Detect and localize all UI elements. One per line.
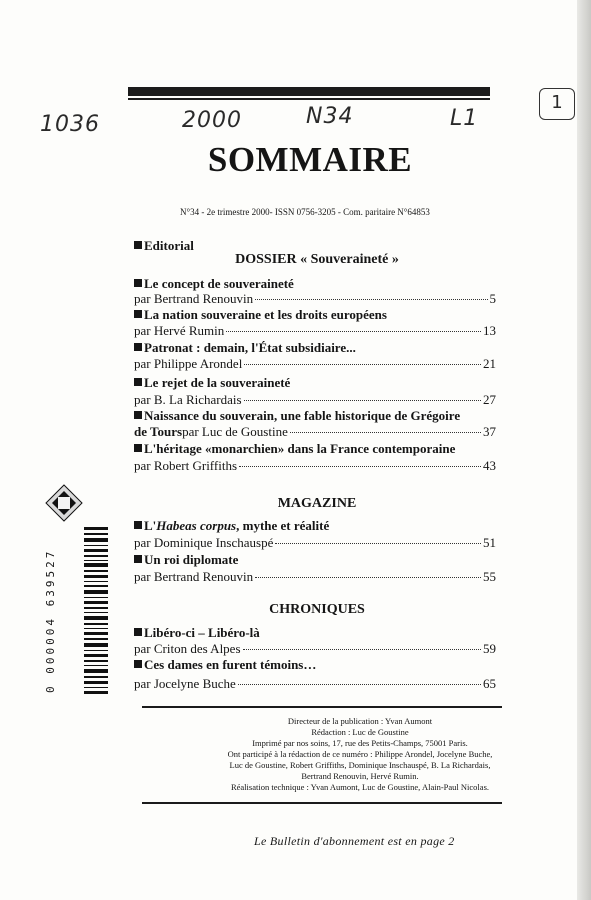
toc-title[interactable]: L'héritage «monarchien» dans la France contemporaine (134, 441, 455, 457)
barcode-digits: 0 000004 639527 (44, 548, 57, 693)
credit-line: Ont participé à la rédaction de ce numéro : Philippe Arondel, Jocelyne Buche, (227, 749, 493, 759)
dot-leader (275, 543, 481, 544)
page-title: SOMMAIRE (207, 140, 413, 179)
bullet-square-icon (134, 444, 142, 452)
page-number: 43 (483, 458, 496, 473)
toc-line[interactable]: par Hervé Rumin 13 (134, 323, 496, 338)
dot-leader (255, 299, 487, 300)
toc-line[interactable]: par Criton des Alpes 59 (134, 641, 496, 656)
toc-title[interactable]: Libéro-ci – Libéro-là (134, 625, 260, 641)
page-number: 65 (483, 676, 496, 691)
credit-line: Luc de Goustine, Robert Griffiths, Dominique Inschauspé, B. La Richardais, (229, 760, 491, 770)
bullet-square-icon (134, 555, 142, 563)
dot-leader (255, 577, 481, 578)
toc-title[interactable]: La nation souveraine et les droits européens (134, 307, 387, 323)
toc-title[interactable]: Un roi diplomate (134, 552, 238, 568)
toc-line[interactable]: par Robert Griffiths 43 (134, 458, 496, 473)
toc-line[interactable]: de Tours par Luc de Goustine 37 (134, 424, 496, 439)
credit-line: Réalisation technique : Yvan Aumont, Luc de Goustine, Alain-Paul Nicolas. (230, 782, 490, 792)
publisher-logo-icon (44, 483, 84, 523)
header-rule-thick (128, 87, 490, 96)
credit-line: Bertrand Renouvin, Hervé Rumin. (301, 771, 419, 781)
toc-line[interactable]: par Jocelyne Buche 65 (134, 676, 496, 691)
section-heading-dossier: DOSSIER « Souveraineté » (235, 252, 399, 267)
toc-title[interactable]: Le rejet de la souveraineté (134, 375, 290, 391)
editorial-label: Editorial (144, 238, 194, 253)
dot-leader (290, 432, 481, 433)
dot-leader (238, 684, 481, 685)
toc-line[interactable]: par Philippe Arondel 21 (134, 356, 496, 371)
bullet-square-icon (134, 279, 142, 287)
page-number: 21 (483, 356, 496, 371)
toc-line[interactable]: par Dominique Inschauspé 51 (134, 535, 496, 550)
section-heading-magazine: MAGAZINE (277, 496, 357, 511)
toc-title[interactable]: L'Habeas corpus, mythe et réalité (134, 518, 329, 534)
page-number: 55 (483, 569, 496, 584)
header-rule-thin (128, 98, 490, 100)
bullet-square-icon (134, 310, 142, 318)
dot-leader (244, 364, 481, 365)
barcode-block (44, 483, 94, 713)
bullet-square-icon (134, 660, 142, 668)
page-number: 59 (483, 641, 496, 656)
subscription-note: Le Bulletin d'abonnement est en page 2 (254, 834, 455, 848)
bullet-square-icon (134, 343, 142, 351)
page-number: 5 (489, 291, 496, 306)
dot-leader (226, 331, 481, 332)
page-number: 27 (483, 392, 496, 407)
credit-line: Imprimé par nos soins, 17, rue des Petits-Champs, 75001 Paris. (252, 738, 468, 748)
toc-line[interactable]: par Bertrand Renouvin 55 (134, 569, 496, 584)
toc-line[interactable]: par B. La Richardais 27 (134, 392, 496, 407)
page-edge-shadow (577, 0, 591, 900)
page-number: 51 (483, 535, 496, 550)
toc-title[interactable]: Le concept de souveraineté (134, 276, 294, 292)
credits-rule-top (142, 706, 502, 708)
bullet-square-icon (134, 378, 142, 386)
toc-title[interactable]: Patronat : demain, l'État subsidiaire... (134, 340, 356, 356)
credits-rule-bottom (142, 802, 502, 804)
handwritten-code: 1036 (40, 112, 100, 137)
toc-title[interactable]: Naissance du souverain, une fable historique de Grégoire (134, 408, 460, 424)
handwritten-year: 2000 (182, 108, 242, 133)
dot-leader (243, 649, 481, 650)
dot-leader (244, 400, 481, 401)
credits-block (200, 716, 520, 793)
barcode-icon (84, 527, 108, 697)
bullet-square-icon (134, 521, 142, 529)
toc-line[interactable]: par Bertrand Renouvin 5 (134, 291, 496, 306)
toc-title[interactable]: Ces dames en furent témoins… (134, 657, 316, 673)
issue-line: N°34 - 2e trimestre 2000- ISSN 0756-3205 - Com. paritaire N°64853 (180, 207, 430, 217)
credit-line: Directeur de la publication : Yvan Aumont (287, 716, 433, 726)
bullet-square-icon (134, 411, 142, 419)
bullet-square-icon (134, 241, 142, 249)
dot-leader (239, 466, 481, 467)
section-heading-chroniques: CHRONIQUES (269, 602, 365, 617)
handwritten-boxed-number: 1 (539, 88, 575, 120)
credit-line: Rédaction : Luc de Goustine (311, 727, 409, 737)
bullet-square-icon (134, 628, 142, 636)
handwritten-issue: N34 (306, 104, 354, 129)
page-number: 37 (483, 424, 496, 439)
page-number: 13 (483, 323, 496, 338)
handwritten-mark: L1 (450, 106, 479, 131)
